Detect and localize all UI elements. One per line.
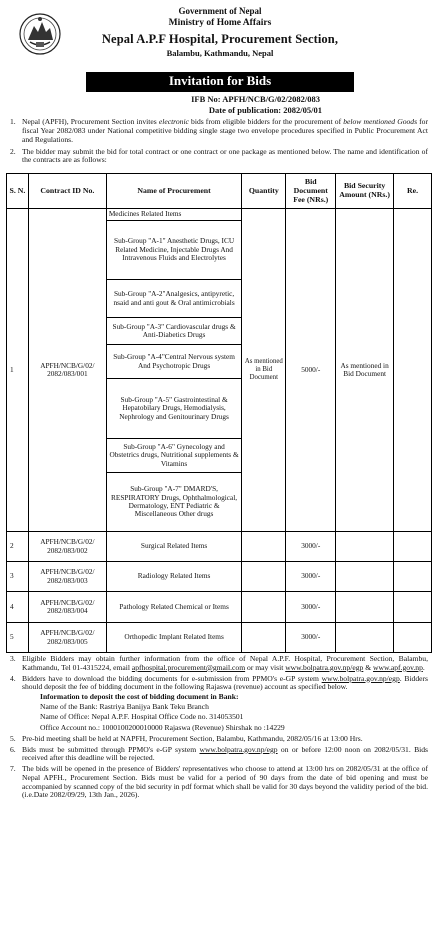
government-title: Government of Nepal: [178, 6, 262, 16]
nepal-emblem-icon: [18, 12, 62, 56]
note-3: 3. Eligible Bidders may obtain further information from the office of Nepal A.P.F. Hospital, Procurement Section, Balambu, Kathmandu, Tel 01-4315224, email apfhospital.procurement@gmail.com or may visit www.bolpatra.gov.np/egp & www.apf.gov.np.: [10, 654, 428, 672]
invitation-banner: Invitation for Bids: [86, 72, 354, 92]
table-row: Sub-Group "A-7" DMARD'S, RESPIRATORY Drugs, Ophthalmological, Dermatology, ENT Pediatric & Miscellaneous Other drugs: [7, 473, 432, 532]
ifb-number: IFB No: APFH/NCB/G/02/2082/083: [191, 93, 320, 104]
table-row: 3 APFH/NCB/G/02/ 2082/083/003 Radiology Related Items 3000/-: [7, 562, 432, 592]
egp-submit-link[interactable]: www.bolpatra.gov.np/egp: [199, 744, 278, 754]
note-7: 7. The bids will be opened in the presence of Bidders' representatives who choose to attend at 13:00 hrs on 2082/05/31 at the office of Nepal APFH., Procurement Section. Bids must be valid for a period of 90 days from the date of bid opening and must be accompanied by scanned copy of the bid security in pdf format which shall be valid for 30 days beyond the validity period of the bid. (i.e.Date 2082/09/29, 13th Jan., 2026).: [10, 764, 428, 800]
intro-paragraph-2: 2. The bidder may submit the bid for total contract or one contract or one package as mentioned below. The name and identification of the contracts are as follows:: [10, 146, 428, 165]
email-link[interactable]: apfhospital.procurement@gmail.com: [131, 662, 246, 672]
hospital-title: Nepal A.P.F Hospital, Procurement Section,: [101, 32, 339, 47]
bolpatra-link[interactable]: www.bolpatra.gov.np/egp: [285, 662, 364, 672]
col-procurement: Name of Procurement: [106, 174, 242, 209]
col-sn: S. N.: [7, 174, 29, 209]
bank-info: [6, 692, 434, 733]
note-6: 6. Bids must be submitted through PPMO's e-GP system www.bolpatra.gov.np/egp on or before 12:00 noon on 2082/05/31. Bids received after this deadline will be rejected.: [10, 744, 428, 763]
col-quantity: Quantity: [242, 174, 286, 209]
table-row: 5 APFH/NCB/G/02/ 2082/083/005 Orthopedic Implant Related Items 3000/-: [7, 623, 432, 653]
publication-date: Date of publication: 2082/05/01: [208, 104, 322, 115]
table-row: Sub-Group "A-4"Central Nervous system And Psychotropic Drugs: [7, 345, 432, 379]
office-name: Name of Office: Nepal A.P.F. Hospital Office Code no. 314053501: [40, 712, 244, 722]
ministry-title: Ministry of Home Affairs: [168, 18, 272, 29]
table-row: 1 APFH/NCB/G/02/ 2082/083/001 Medicines Related Items As mentioned in Bid Document 5000/- As mentioned in Bid Document: [7, 209, 432, 221]
table-row: Sub-Group "A-3" Cardiovascular drugs & Anti-Diabetics Drugs: [7, 318, 432, 345]
table-row: 2 APFH/NCB/G/02/ 2082/083/002 Surgical Related Items 3000/-: [7, 532, 432, 562]
table-row: 4 APFH/NCB/G/02/ 2082/083/004 Pathology Related Chemical or Items 3000/-: [7, 592, 432, 623]
contracts-table: [6, 173, 432, 653]
col-contract-id: Contract ID No.: [28, 174, 106, 209]
address: Balambu, Kathmandu, Nepal: [166, 47, 274, 58]
note-4: 4. Bidders have to download the bidding documents for e-submission from PPMO's e-GP system www.bolpatra.gov.np/egp. Bidders should deposit the fee of bidding document in the following Rajaswa (revenue) account as specified below.: [10, 673, 429, 692]
col-fee: Bid Document Fee (NRs.): [286, 174, 336, 209]
bank-name: Name of the Bank: Rastriya Banijya Bank Teku Branch: [40, 702, 209, 712]
table-row: Sub-Group "A-5" Gastrointestinal & Hepatobilary Drugs, Hemodialysis, Nephrology and Genitourinary Drugs: [7, 379, 432, 439]
col-security: Bid Security Amount (NRs.): [336, 174, 394, 209]
table-header-row: [7, 174, 432, 209]
bank-info-title: Information to deposit the cost of bidding document in Bank:: [40, 691, 239, 701]
egp-link[interactable]: www.bolpatra.gov.np/egp: [321, 673, 400, 683]
apf-link[interactable]: www.apf.gov.np: [373, 662, 423, 672]
col-remarks: Re.: [394, 174, 432, 209]
note-5: 5. Pre-bid meeting shall be held at NAPFH, Procurement Section, Balambu, Kathmandu, 2082/05/16 at 13:00 Hrs.: [10, 733, 363, 743]
header: [6, 6, 434, 72]
table-row: Sub-Group "A-2"Analgesics, antipyretic, nsaid and anti gout & Oral antimicrobials: [7, 280, 432, 318]
intro-paragraph-1: 1. Nepal (APFH), Procurement Section invites electronic bids from eligible bidders for the procurement of below mentioned Goods for fiscal Year 2082/083 under National competitive bidding single stage two envelope procedures specified in Public Procurement Act and Regulations.: [10, 117, 429, 144]
notes-section: [6, 655, 434, 800]
table-row: Sub-Group "A-1" Anesthetic Drugs, ICU Related Medicine, Injectable Drugs And Intravenous Fluids and Electrolytes: [7, 221, 432, 280]
table-row: Sub-Group "A-6" Gynecology and Obstetrics drugs, Nutritional supplements & Vitamins: [7, 439, 432, 473]
office-account: Office Account no.: 1000100200010000 Rajaswa (Revenue) Shirshak no :14229: [40, 722, 285, 732]
